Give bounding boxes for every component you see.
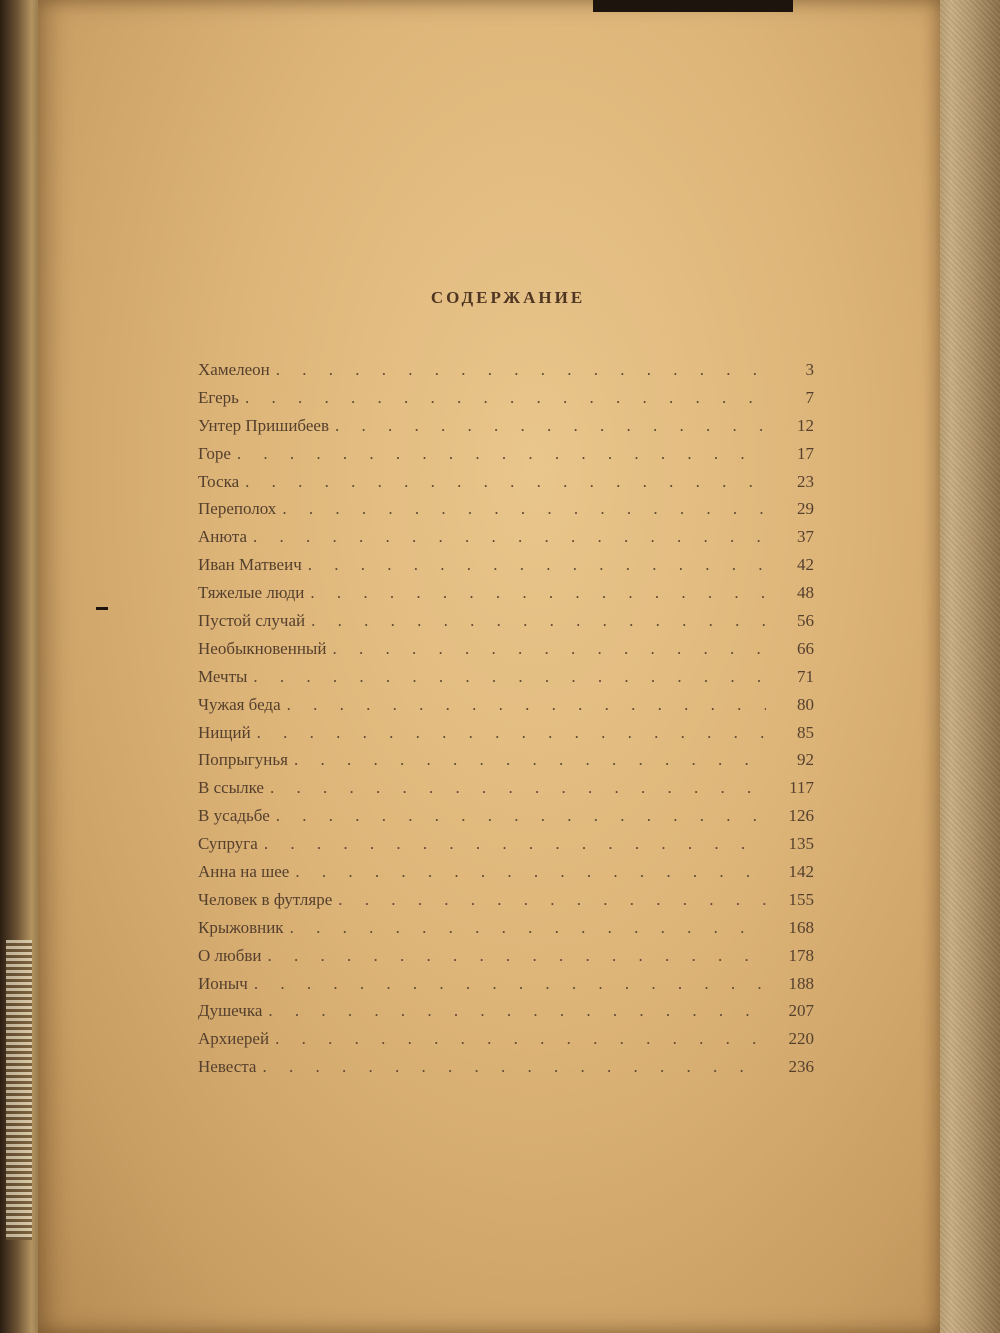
dot-leader [308,555,766,575]
dot-leader [245,472,766,492]
toc-entry-title: О любви [198,945,262,965]
book-page [38,0,940,1333]
toc-entry-title: В усадьбе [198,806,270,826]
toc-entry-title: Чужая беда [198,694,281,714]
toc-entry-page: 48 [797,583,814,603]
toc-entry [198,1029,814,1057]
toc-entry-title: Анна на шее [198,862,290,882]
toc-entry-page: 236 [788,1057,814,1077]
toc-entry [198,723,814,751]
dot-leader [257,723,766,743]
dot-leader [245,388,766,408]
toc-entry-page: 17 [797,443,814,463]
dot-leader [254,974,766,994]
toc-entry-page: 155 [788,889,814,909]
toc-entry [198,946,814,974]
dot-leader [276,360,766,380]
toc-entry-page: 117 [789,778,814,798]
dot-leader [295,862,766,882]
toc-entry [198,444,814,472]
toc-entry [198,499,814,527]
toc-entry-title: Архиерей [198,1029,270,1049]
toc-entry-title: Егерь [198,387,239,407]
toc-entry [198,806,814,834]
toc-entry-page: 142 [788,862,814,882]
toc-entry [198,583,814,611]
toc-entry-title: Переполох [198,499,277,519]
toc-entry-page: 23 [797,471,814,491]
toc-entry-title: Пустой случай [198,611,306,631]
toc-entry-page: 85 [797,722,814,742]
toc-entry [198,834,814,862]
toc-entry-page: 188 [788,973,814,993]
dot-leader [294,750,766,770]
toc-entry [198,611,814,639]
dot-leader [287,695,766,715]
toc-entry-page: 92 [797,750,814,770]
page-title: СОДЕРЖАНИЕ [430,288,586,307]
toc-entry [198,667,814,695]
toc-entry [198,555,814,583]
toc-entry-page: 3 [805,360,814,379]
book-spine-edge [0,0,42,1333]
toc-entry-title: Иван Матвеич [198,555,302,575]
dot-leader [290,918,766,938]
dot-leader [338,890,766,910]
toc-entry-title: Анюта [198,527,248,547]
dot-leader [275,1029,766,1049]
toc-entry-page: 178 [788,945,814,965]
toc-entry [198,1057,814,1085]
dot-leader [264,834,766,854]
toc-entry [198,472,814,500]
toc-entry [198,416,814,444]
toc-entry-title: Горе [198,443,231,463]
table-of-contents [198,360,814,1085]
dot-leader [270,778,766,798]
toc-entry-page: 66 [797,638,814,658]
toc-entry-page: 220 [788,1029,814,1049]
toc-entry [198,778,814,806]
toc-entry-title: Человек в футляре [198,889,333,909]
toc-entry-title: Невеста [198,1057,257,1077]
dot-leader [310,583,766,603]
toc-entry-title: Мечты [198,666,248,686]
toc-entry-title: Попрыгунья [198,750,288,770]
toc-entry-title: Нищий [198,722,251,742]
dot-leader [267,946,766,966]
dot-leader [253,667,766,687]
toc-entry [198,388,814,416]
dot-leader [268,1001,766,1021]
toc-entry-title: Необыкновенный [198,638,327,658]
toc-entry-page: 37 [797,527,814,547]
toc-entry-title: Хамелеон [198,360,270,379]
toc-entry-title: Крыжовник [198,917,284,937]
toc-entry-title: Душечка [198,1001,263,1021]
toc-entry-title: Супруга [198,834,258,854]
toc-entry-title: В ссылке [198,778,264,798]
toc-entry-page: 135 [788,834,814,854]
toc-entry [198,695,814,723]
toc-entry-title: Тоска [198,471,240,491]
toc-entry-title: Тяжелые люди [198,583,305,603]
toc-entry-page: 12 [797,415,814,435]
toc-entry-page: 168 [788,917,814,937]
toc-entry-page: 7 [805,387,814,407]
ink-mark [96,607,108,610]
previous-page-edge [593,0,793,12]
dot-leader [311,611,766,631]
toc-entry [198,1001,814,1029]
toc-entry-page: 71 [797,666,814,686]
toc-entry-page: 80 [797,694,814,714]
toc-entry-page: 42 [797,555,814,575]
frayed-binding [6,940,32,1240]
dot-leader [253,527,766,547]
toc-entry [198,862,814,890]
dot-leader [335,416,766,436]
toc-entry [198,750,814,778]
cover-board [930,0,1000,1333]
toc-entry-page: 126 [788,806,814,826]
toc-entry [198,890,814,918]
dot-leader [282,499,766,519]
toc-entry [198,918,814,946]
toc-entry-page: 207 [788,1001,814,1021]
toc-entry-title: Унтер Пришибеев [198,415,329,435]
dot-leader [332,639,766,659]
toc-entry-title: Ионыч [198,973,248,993]
toc-entry-page: 56 [797,611,814,631]
toc-entry [198,360,814,388]
dot-leader [237,444,766,464]
dot-leader [276,806,766,826]
dot-leader [262,1057,766,1077]
toc-entry [198,639,814,667]
toc-entry-page: 29 [797,499,814,519]
toc-entry [198,974,814,1002]
toc-entry [198,527,814,555]
